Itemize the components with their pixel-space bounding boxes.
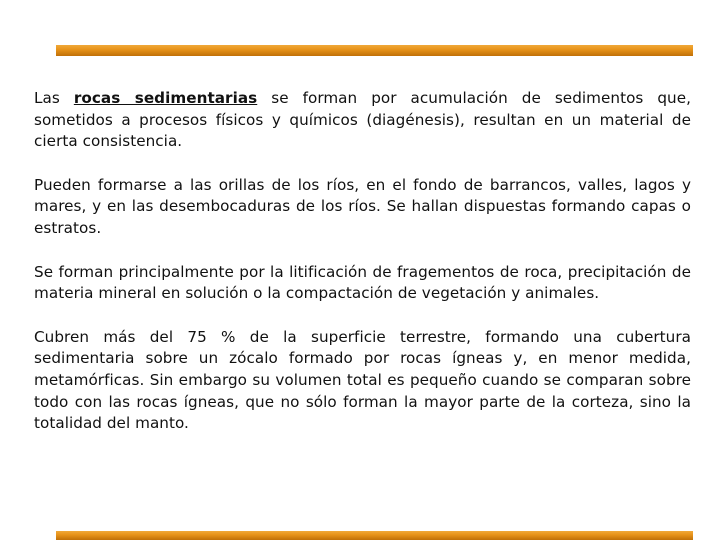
paragraph-3: Se forman principalmente por la litificación de fragementos de roca, precipitación de materia mineral en solución o la compactación de vegetación y animales. — [34, 262, 691, 303]
paragraph-4: Cubren más del 75 % de la superficie terrestre, formando una cubertura sedimentaria sobre un zócalo formado por rocas ígneas y, en menor medida, metamórficas. Sin embargo su volumen total es pequeño cuando se comparan sobre todo con las rocas ígneas, que no sólo forman la mayor parte de la corteza, sino la totalidad del manto. — [34, 327, 691, 433]
top-decorative-bar — [56, 45, 693, 56]
slide-body — [34, 88, 691, 457]
paragraph-1 — [34, 88, 691, 153]
paragraph-2: Pueden formarse a las orillas de los ríos, en el fondo de barrancos, valles, lagos y mares, y en las desembocaduras de los ríos. Se hallan dispuestas formando capas o estratos. — [34, 175, 691, 237]
bottom-decorative-bar — [56, 531, 693, 540]
paragraph-1-rest: se forman por acumulación de sedimentos que, sometidos a procesos físicos y químicos (diagénesis), resultan en un material de cierta consistencia. — [34, 89, 692, 151]
key-term: rocas sedimentarias — [73, 89, 258, 107]
paragraph-1-intro: Las — [34, 89, 74, 107]
